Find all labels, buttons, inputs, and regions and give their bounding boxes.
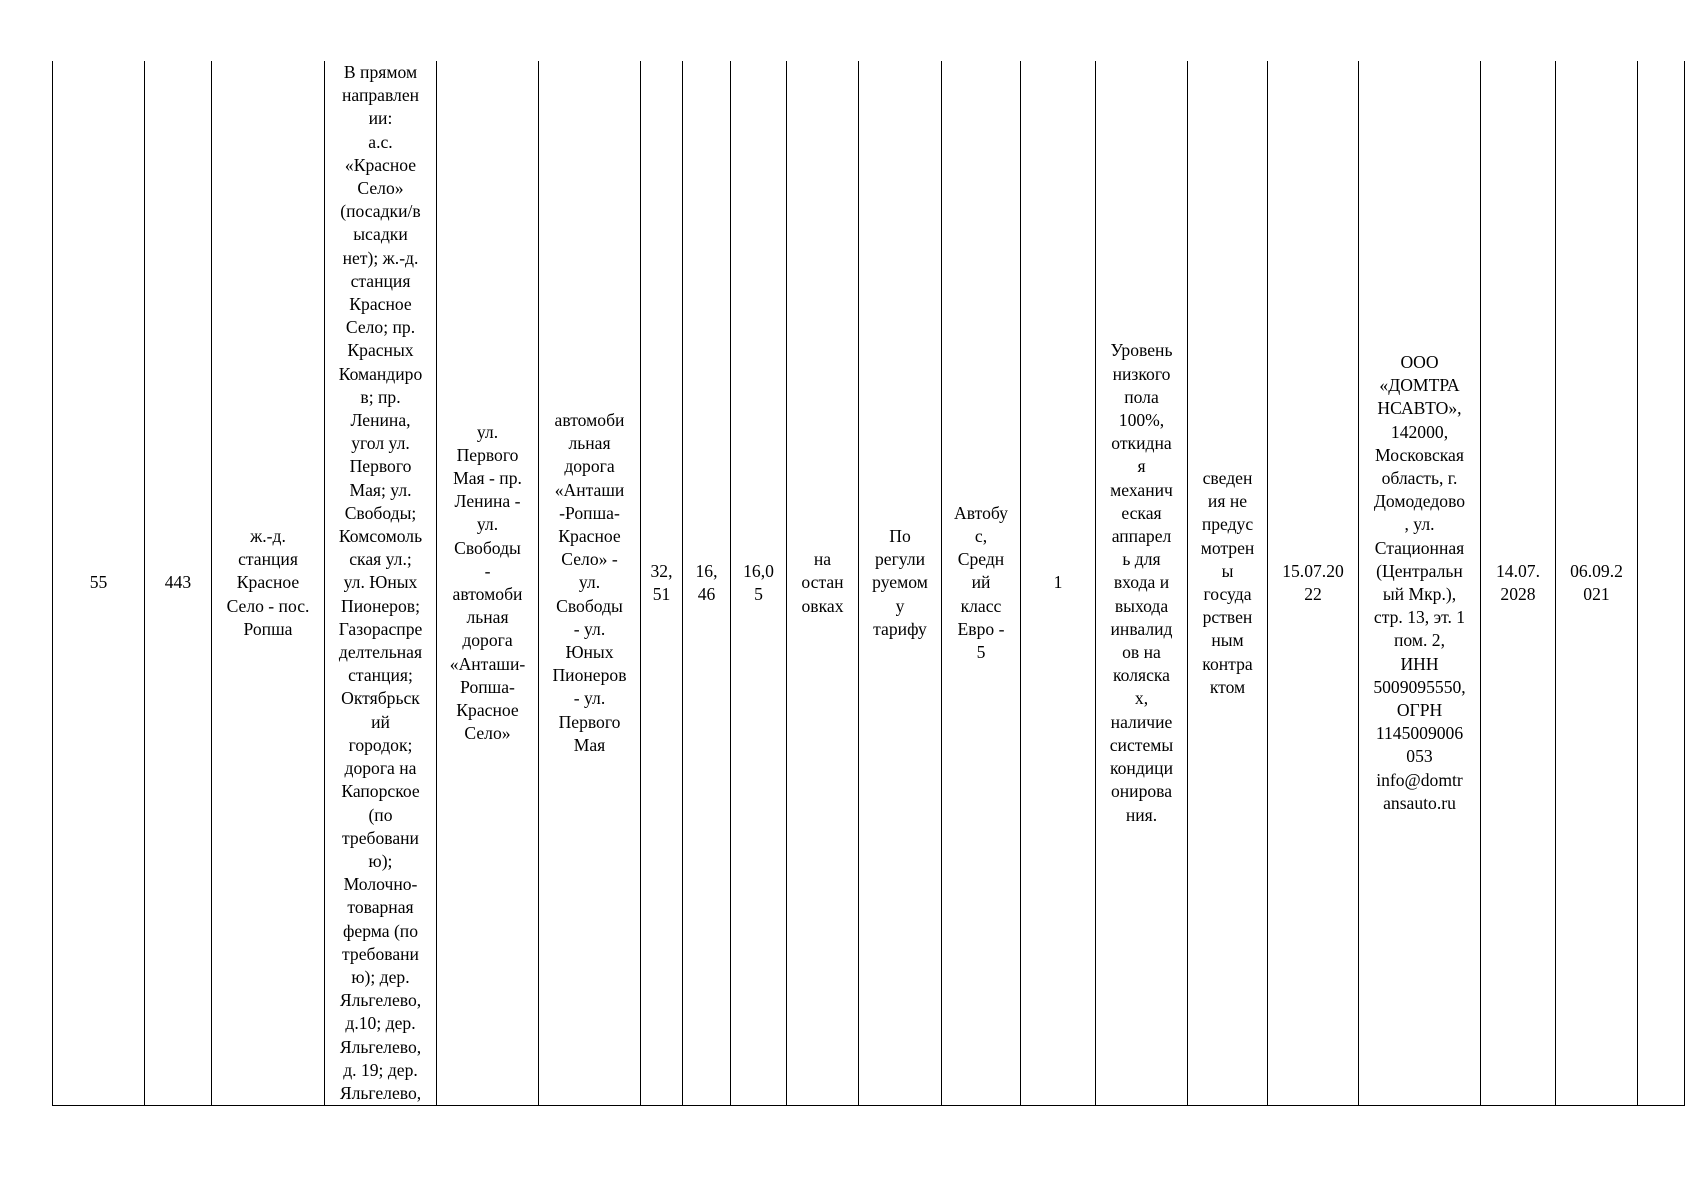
cell-text-line: Капорское: [341, 781, 420, 802]
cell-text-line: Село; пр.: [345, 317, 416, 338]
cell-text-line: онирова: [1110, 781, 1173, 802]
cell-text-line: ю); дер.: [351, 966, 410, 987]
cell-text-line: -Ропша-: [559, 502, 620, 523]
cell-text-line: пом. 2,: [1393, 630, 1445, 651]
cell-text-line: Средн: [957, 549, 1005, 570]
cell-length-forward: [641, 61, 683, 1106]
cell-text-line: 5: [754, 584, 763, 605]
cell-text-line: входа и: [1113, 572, 1170, 593]
cell-text-line: 32,: [650, 560, 673, 581]
cell-text-line: Пионеров;: [341, 595, 420, 616]
cell-text-line: 053: [1406, 746, 1433, 767]
cell-text-line: ь для: [1122, 549, 1161, 570]
cell-text-line: Газораспре: [338, 618, 423, 639]
cell-text-line: По: [889, 526, 911, 547]
cell-text-line: - ул.: [573, 618, 606, 639]
cell-text-line: Первого: [349, 456, 412, 477]
cell-text-line: Первого: [558, 711, 621, 732]
cell-text-line: - ул.: [573, 688, 606, 709]
cell-text-line: (по: [368, 804, 393, 825]
cell-text-line: с,: [974, 526, 988, 547]
cell-text-line: 16,0: [743, 560, 774, 581]
cell-text-line: ый Мкр.),: [1382, 584, 1457, 605]
cell-text-line: Молочно-: [343, 874, 418, 895]
cell-text-line: ктом: [1209, 676, 1246, 697]
cell-text-line: 14.07.: [1496, 560, 1540, 581]
cell-text-line: Ропша-: [460, 676, 515, 697]
table-row: [53, 61, 1685, 1106]
cell-text-line: , ул.: [1404, 514, 1435, 535]
cell-text-line: 16,: [695, 560, 718, 581]
cell-text-line: Ропша: [243, 618, 293, 639]
cell-text-line: дорога: [564, 456, 615, 477]
cell-text-line: пола: [1124, 386, 1159, 407]
cell-text-line: регули: [874, 549, 926, 570]
cell-text-line: автомоби: [452, 584, 523, 605]
cell-text-line: угол ул.: [351, 433, 410, 454]
cell-text-line: ы: [1221, 560, 1234, 581]
cell-text-line: я: [1137, 456, 1146, 477]
cell-text-line: мотрен: [1200, 537, 1255, 558]
cell-text-line: предус: [1201, 514, 1254, 535]
cell-text-line: Автобу: [954, 502, 1008, 523]
cell-text-line: станция;: [348, 665, 413, 686]
cell-text-line: Уровень: [1110, 340, 1173, 361]
cell-text-line: выхода: [1114, 595, 1169, 616]
cell-text-line: 15.07.20: [1282, 560, 1344, 581]
cell-start-date: [1268, 61, 1359, 1106]
cell-vehicle-count: 1: [1021, 61, 1096, 1106]
cell-text-line: -: [484, 560, 491, 581]
cell-text-line: 1145009006: [1375, 723, 1464, 744]
cell-streets-backward: [539, 61, 641, 1106]
cell-text-line: Красное: [236, 572, 300, 593]
cell-contract-info: [1188, 61, 1268, 1106]
cell-streets-forward: [437, 61, 539, 1106]
cell-text-line: область, г.: [1381, 468, 1458, 489]
cell-text-line: Село» -: [561, 549, 618, 570]
cell-text-line: рствен: [1202, 607, 1253, 628]
cell-text-line: ская ул.;: [349, 549, 412, 570]
cell-route-number: 443: [145, 61, 212, 1106]
cell-text-line: сведен: [1202, 468, 1253, 489]
cell-text-line: откидна: [1111, 433, 1172, 454]
cell-text-line: инвалид: [1110, 618, 1173, 639]
cell-text-line: автомоби: [554, 410, 625, 431]
cell-boarding-procedure: [787, 61, 859, 1106]
cell-text-line: требовани: [342, 827, 419, 848]
cell-text-line: ул.: [476, 421, 499, 442]
cell-text-line: станция: [350, 270, 411, 291]
cell-text-line: ов на: [1122, 642, 1161, 663]
cell-text-line: Московская: [1375, 444, 1464, 465]
cell-text-line: 2028: [1500, 584, 1536, 605]
cell-text-line: требовани: [342, 943, 419, 964]
cell-text-line: Красное: [558, 526, 621, 547]
cell-text-line: наличие: [1110, 711, 1173, 732]
cell-text-line: станция: [238, 549, 298, 570]
cell-text-line: дорога на: [344, 758, 417, 779]
cell-text-line: Красных: [347, 340, 414, 361]
cell-text-line: Свободы: [454, 537, 521, 558]
cell-text-line: 22: [1304, 584, 1322, 605]
cell-text-line: ий: [371, 711, 390, 732]
cell-text-line: дорога: [462, 630, 513, 651]
cell-text-line: товарная: [347, 897, 414, 918]
cell-text-line: направлен: [341, 85, 420, 106]
cell-text-line: Ленина -: [454, 491, 521, 512]
cell-text-line: Село»: [464, 723, 511, 744]
cell-text-line: коляска: [1113, 665, 1170, 686]
cell-text-line: 5: [976, 642, 986, 663]
cell-length-backward: [683, 61, 731, 1106]
cell-text-line: ия не: [1207, 491, 1248, 512]
cell-extra: [1638, 61, 1685, 1106]
cell-text-line: низкого: [1112, 363, 1171, 384]
cell-text-line: Ленина,: [350, 410, 411, 431]
cell-stops: [325, 61, 437, 1106]
cell-text-line: «Анташи: [554, 479, 625, 500]
cell-text-line: ии:: [368, 108, 393, 129]
cell-text-line: 100%,: [1118, 410, 1165, 431]
cell-text-line: д.10; дер.: [345, 1013, 416, 1034]
cell-text-line: класс: [960, 595, 1002, 616]
cell-text-line: «Анташи-: [449, 653, 526, 674]
cell-text-line: Свободы: [556, 595, 623, 616]
cell-text-line: Село»: [357, 178, 404, 199]
cell-text-line: нет); ж.-д.: [342, 247, 419, 268]
cell-text-line: В прямом: [343, 62, 418, 82]
cell-text-line: ысадки: [353, 224, 408, 245]
cell-text-line: Стационная: [1374, 537, 1465, 558]
cell-text-line: Командиро: [338, 363, 423, 384]
cell-carrier: [1359, 61, 1481, 1106]
cell-text-line: Мая - пр.: [453, 468, 522, 489]
cell-text-line: Красное: [349, 294, 412, 315]
cell-text-line: механич: [1110, 479, 1173, 500]
cell-text-line: Домодедово: [1373, 491, 1466, 512]
cell-text-line: ю);: [368, 850, 393, 871]
cell-text-line: Свободы;: [344, 502, 417, 523]
cell-text-line: ным: [1211, 630, 1244, 651]
cell-text-line: Октябрьск: [341, 688, 420, 709]
cell-text-line: 021: [1583, 584, 1610, 605]
cell-text-line: госуда: [1203, 584, 1252, 605]
cell-text-line: Первого: [456, 444, 519, 465]
cell-route-name: [212, 61, 325, 1106]
cell-text-line: в; пр.: [360, 386, 401, 407]
cell-text-line: Яльгелево,: [339, 1082, 422, 1103]
cell-length-total: [731, 61, 787, 1106]
cell-text-line: кондици: [1109, 758, 1174, 779]
cell-text-line: контра: [1202, 653, 1253, 674]
cell-text-line: ansauto.ru: [1383, 792, 1456, 813]
cell-text-line: «ДОМТРА: [1379, 375, 1460, 396]
cell-text-line: аппарел: [1111, 526, 1172, 547]
cell-text-line: городок;: [348, 734, 413, 755]
cell-text-line: льная: [568, 433, 611, 454]
cell-vehicle-features: [1096, 61, 1188, 1106]
cell-text-line: «Красное: [344, 154, 417, 175]
cell-text-line: ферма (по: [342, 920, 419, 941]
cell-text-line: (посадки/в: [340, 201, 421, 222]
cell-text-line: д. 19; дер.: [343, 1059, 418, 1080]
cell-text-line: Яльгелево,: [339, 990, 422, 1011]
cell-registry-date: [1556, 61, 1638, 1106]
cell-row-index: 55: [53, 61, 145, 1106]
cell-text-line: делтельная: [338, 642, 423, 663]
cell-text-line: Комсомоль: [338, 526, 423, 547]
cell-text-line: остан: [801, 572, 844, 593]
cell-text-line: 142000,: [1390, 421, 1449, 442]
cell-text-line: ИНН: [1400, 653, 1439, 674]
cell-text-line: Мая: [573, 734, 606, 755]
cell-text-line: у: [895, 595, 905, 616]
cell-text-line: Село - пос.: [226, 595, 310, 616]
cell-text-line: ул.: [476, 514, 499, 535]
cell-text-line: 5009095550,: [1373, 676, 1466, 697]
cell-text-line: а.с.: [368, 131, 393, 152]
cell-text-line: 46: [697, 584, 716, 605]
cell-text-line: НСАВТО»,: [1377, 398, 1462, 419]
cell-text-line: стр. 13, эт. 1: [1373, 607, 1466, 628]
cell-text-line: ООО: [1400, 352, 1439, 373]
cell-text-line: льная: [466, 607, 509, 628]
cell-text-line: ул. Юных: [343, 572, 418, 593]
cell-text-line: х,: [1134, 688, 1149, 709]
cell-text-line: ж.-д.: [250, 526, 286, 547]
cell-text-line: 51: [652, 584, 671, 605]
cell-text-line: Евро -: [957, 618, 1005, 639]
cell-text-line: ния.: [1125, 804, 1158, 825]
cell-text-line: Яльгелево,: [339, 1036, 422, 1057]
cell-text-line: на: [813, 549, 832, 570]
cell-text-line: Пионеров: [552, 665, 627, 686]
cell-text-line: еская: [1121, 502, 1162, 523]
cell-text-line: руемом: [872, 572, 928, 593]
cell-text-line: системы: [1109, 734, 1174, 755]
cell-text-line: 06.09.2: [1570, 560, 1623, 581]
cell-text-line: овках: [801, 595, 844, 616]
cell-tariff: [859, 61, 942, 1106]
cell-text-line: ий: [971, 572, 991, 593]
cell-end-date: [1481, 61, 1556, 1106]
cell-vehicle: [942, 61, 1021, 1106]
cell-text-line: (Центральн: [1376, 560, 1463, 581]
route-registry-table: [52, 61, 1685, 1106]
cell-text-line: info@domtr: [1376, 769, 1463, 790]
cell-text-line: Мая; ул.: [349, 479, 412, 500]
cell-text-line: Красное: [456, 700, 519, 721]
cell-text-line: ул.: [578, 572, 601, 593]
cell-text-line: тарифу: [873, 618, 927, 639]
cell-text-line: ОГРН: [1396, 700, 1443, 721]
cell-text-line: Юных: [565, 642, 614, 663]
